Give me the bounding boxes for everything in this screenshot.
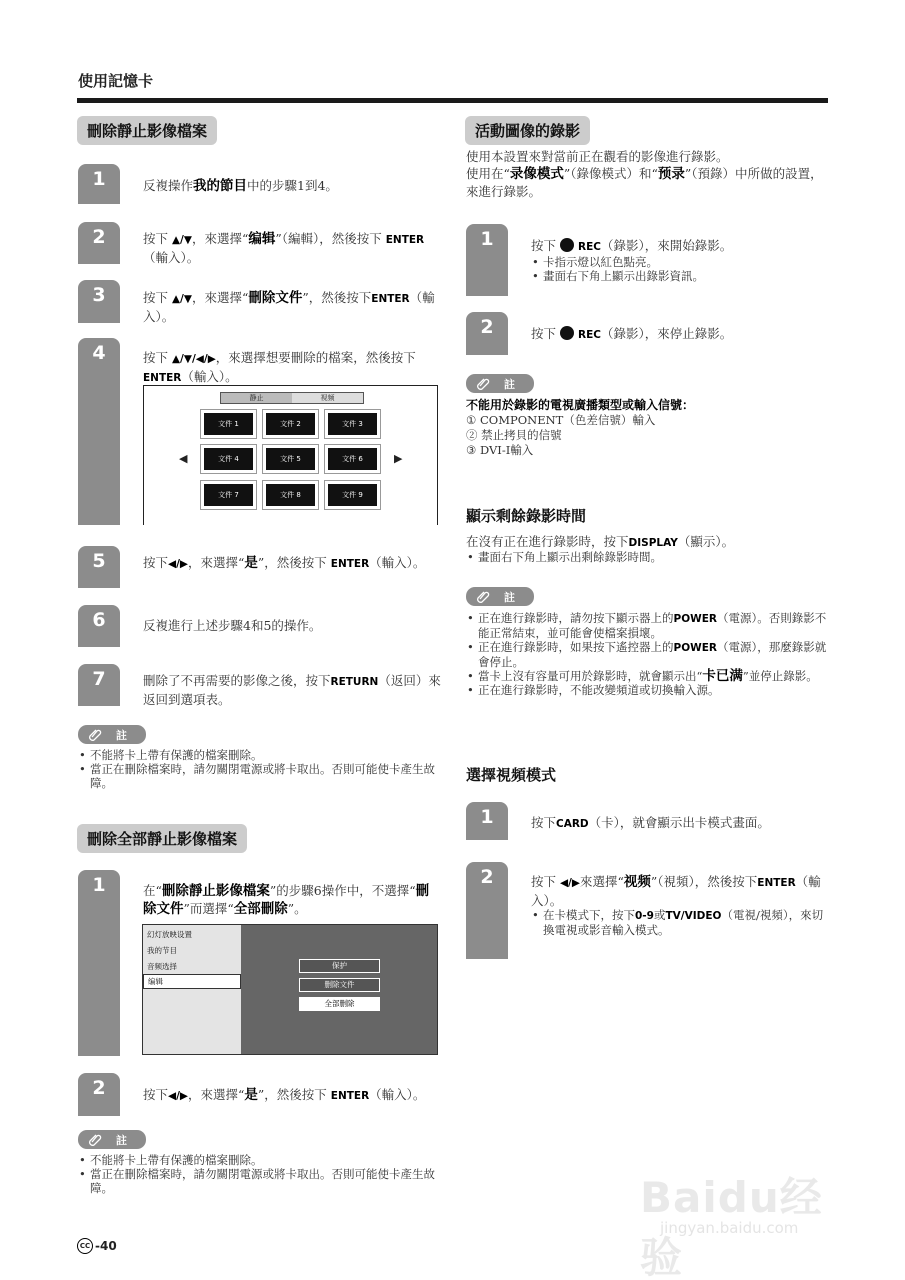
record-step-2-text: 按下 REC（錄影），來停止錄影。 [531,326,733,341]
page-header-title: 使用記憶卡 [78,72,154,90]
step-6-text: 反複進行上述步驟4和5的操作。 [143,618,322,633]
watermark-url: jingyan.baidu.com [660,1219,799,1237]
right-arrow-icon: ▶ [394,452,403,465]
note-heading: 不能用於錄影的電視廣播類型或輸入信號： [466,398,695,412]
section-title-delete: 刪除靜止影像檔案 [77,116,217,145]
note-list [466,611,828,697]
note-item: • 正在進行錄影時，如果按下遙控器上的POWER（電源），那麼錄影就會停止。 [466,640,828,669]
bullet-item: • 在卡模式下，按下0-9或TV/VIDEO（電視/視頻），來切換電視或影音輸入模式。 [531,908,829,937]
step-4-marker: 4 [78,338,120,525]
step-2-marker: 2 [466,862,508,959]
step-3-marker: 3 [78,280,120,323]
note-badge: 註 [466,587,534,606]
step-2-marker: 2 [78,1073,120,1116]
file-thumb[interactable]: 文件 3 [324,409,381,439]
note-item: • 不能將卡上帶有保護的檔案刪除。 [78,1153,440,1167]
bullet-item: • 卡指示燈以紅色點亮。 [531,255,829,269]
step-4-text: 按下 ▲/▼/◀/▶，來選擇想要刪除的檔案，然後按下ENTER（輸入）。 [143,350,416,384]
left-arrow-icon: ◀ [179,452,188,465]
header-rule [77,98,828,103]
record-step-1-bullets [531,255,829,283]
section-title-remaining: 顯示剩餘錄影時間 [466,507,587,525]
bullet-item: • 畫面右下角上顯示出剩餘錄影時間。 [466,550,828,564]
mode-step-2-text: 按下 ◀/▶來選擇“视频”（視頻），然後按下ENTER（輸入）。 [531,874,821,908]
page-footer [77,1238,117,1254]
section-title-video-mode: 選擇視頻模式 [466,766,557,784]
mode-step-2-bullets [531,908,829,937]
note-item: • 正在進行錄影時，請勿按下顯示器上的POWER（電源）。否則錄影不能正常結束，並可能會使檔案損壞。 [466,611,828,640]
step-5-marker: 5 [78,546,120,588]
note-item: • 不能將卡上帶有保護的檔案刪除。 [78,748,440,762]
baidu-watermark [640,1145,850,1280]
record-step-1-text: 按下 REC（錄影），來開始錄影。 [531,238,733,253]
paperclip-icon [88,728,102,742]
paperclip-icon [88,1133,102,1147]
note-item: • 當正在刪除檔案時，請勿關閉電源或將卡取出。否則可能使卡產生故障。 [78,762,440,790]
page-number: -40 [95,1239,117,1253]
remaining-bullets [466,550,828,564]
section-title-record: 活動圖像的錄影 [465,116,590,145]
section-title-delete-all: 刪除全部靜止影像檔案 [77,824,247,853]
note-item: ① COMPONENT（色差信號）輸入 [466,413,656,427]
mode-step-1-text: 按下CARD（卡），就會顯示出卡模式畫面。 [531,815,770,830]
note-list [78,748,440,790]
note-item: • 當卡上沒有容量可用於錄影時，就會顯示出“卡已满”並停止錄影。 [466,669,828,683]
file-thumb[interactable]: 文件 2 [262,409,319,439]
note-badge: 註 [78,725,146,744]
step-1-text: 在“刪除靜止影像檔案”的步驟6操作中，不選擇“刪除文件”而選擇“全部刪除”。 [143,883,430,917]
file-thumb[interactable]: 文件 8 [262,480,319,510]
menu-item[interactable]: 幻灯放映设置 [147,930,192,939]
edit-menu-screen [142,924,438,1055]
file-thumb[interactable]: 文件 1 [200,409,257,439]
step-1-marker: 1 [78,870,120,1056]
step-3-text: 按下 ▲/▼，來選擇“刪除文件”，然後按下ENTER（輸入）。 [143,290,435,324]
remaining-instruction: 在沒有正在進行錄影時，按下DISPLAY（顯示）。 [466,534,735,549]
note-item: • 正在進行錄影時，不能改變頻道或切換輸入源。 [466,683,828,697]
step-5-text: 按下◀/▶，來選擇“是”，然後按下 ENTER（輸入）。 [143,555,426,571]
step-7-text: 刪除了不再需要的影像之後，按下RETURN（返回）來返回到選項表。 [143,673,441,707]
step-1-marker: 1 [466,224,508,296]
note-item: ② 禁止拷貝的信號 [466,428,562,442]
option-delete-file[interactable]: 删除文件 [299,978,380,992]
menu-item[interactable]: 音频选择 [147,962,177,971]
tab-video[interactable]: 视频 [292,393,363,403]
edit-menu-panel [143,925,241,1054]
paperclip-icon [476,377,490,391]
menu-item[interactable]: 我的节目 [147,946,177,955]
file-thumb[interactable]: 文件 5 [262,444,319,474]
step-6-marker: 6 [78,605,120,647]
media-tab-bar [220,392,364,404]
step-7-marker: 7 [78,664,120,706]
step-1-marker: 1 [466,802,508,840]
note-list [78,1153,440,1195]
cc-language-icon: CC [77,1238,93,1254]
step-2-marker: 2 [466,312,508,355]
rec-button-icon [560,326,574,340]
file-browser-screen [143,385,438,525]
bullet-item: • 畫面右下角上顯示出錄影資訊。 [531,269,829,283]
file-thumb[interactable]: 文件 7 [200,480,257,510]
rec-button-icon [560,238,574,252]
option-delete-all[interactable]: 全部删除 [299,997,380,1011]
note-badge: 註 [78,1130,146,1149]
watermark-brand: Baidu经验 [640,1173,823,1280]
step-2-marker: 2 [78,222,120,264]
note-badge: 註 [466,374,534,393]
note-numbered-list [466,413,655,458]
note-item: • 當正在刪除檔案時，請勿關閉電源或將卡取出。否則可能使卡產生故障。 [78,1167,440,1195]
note-item: ③ DVI-I輸入 [466,443,534,457]
menu-item-selected[interactable]: 编辑 [143,974,241,989]
step-2-text: 按下◀/▶，來選擇“是”，然後按下 ENTER（輸入）。 [143,1087,426,1103]
file-thumb[interactable]: 文件 4 [200,444,257,474]
option-protect[interactable]: 保护 [299,959,380,973]
step-2-text: 按下 ▲/▼，來選擇“编辑”（編輯），然後按下 ENTER（輸入）。 [143,231,425,265]
tab-still[interactable]: 静止 [221,393,292,403]
file-thumb[interactable]: 文件 6 [324,444,381,474]
step-1-text: 反複操作我的節目中的步驟1到4。 [143,178,338,194]
paperclip-icon [476,590,490,604]
record-intro: 使用本設置來對當前正在觀看的影像進行錄影。 使用在“录像模式”（錄像模式）和“预录”（預錄）中所做的設置，來進行錄影。 [466,149,823,199]
file-thumb[interactable]: 文件 9 [324,480,381,510]
step-1-marker: 1 [78,164,120,204]
